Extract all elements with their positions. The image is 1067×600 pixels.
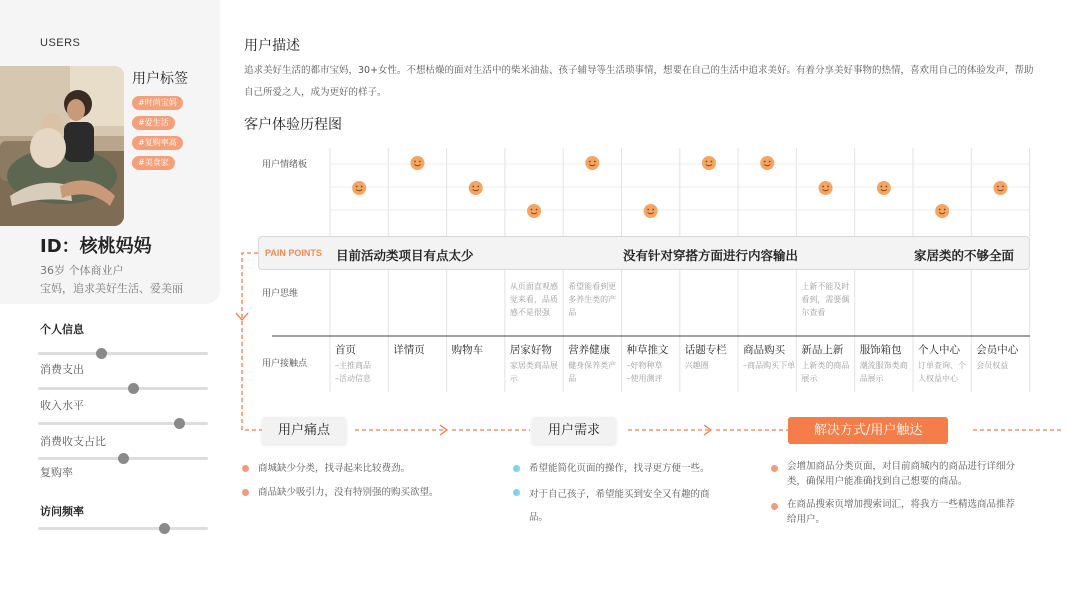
description-title: 用户描述 (244, 38, 300, 54)
pain-bullet: 商城缺少分类，找寻起来比较费劲。 (258, 463, 411, 474)
description-text: 追求美好生活的都市宝妈，30+女性。不想枯燥的面对生活中的柴米油盐、孩子辅导等生活琐事情，想要在自己的生活中追求美好。有着分享美好事物的热情，喜欢用自己的体验发声，帮助自己所爱之人，成为更好的样子。 (244, 65, 1034, 98)
flow-connector (242, 253, 262, 430)
touchpoint-subtext: –商品购买下单 (743, 361, 796, 370)
bullet-dot (513, 489, 520, 496)
slider-label: 消费收支占比 (40, 435, 106, 448)
touchpoint-title: 会员中心 (976, 344, 1019, 356)
bullet-dot (771, 465, 778, 472)
emotion-face-icon (352, 181, 366, 195)
touchpoint-title: 服饰箱包 (859, 344, 902, 356)
slider-label: 复购率 (40, 466, 73, 479)
emotion-face-icon (644, 204, 658, 218)
slider-knob (128, 383, 139, 394)
user-id: ID：核桃妈妈 (40, 236, 152, 257)
touchpoint-title: 话题专栏 (684, 344, 727, 356)
emotion-face-icon (702, 156, 716, 170)
pain-point-text: 没有针对穿搭方面进行内容输出 (623, 248, 799, 263)
slider-knob (159, 523, 170, 534)
touchpoint-title: 详情页 (393, 344, 425, 356)
flow-arrow-icon (704, 425, 711, 435)
emotion-face-icon (585, 156, 599, 170)
touchpoint-subtext: 健身保养类产品 (568, 361, 617, 383)
touchpoint-subtext: –主推商品 –活动信息 (335, 361, 371, 383)
emotion-face-icon (760, 156, 774, 170)
user-traits: 宝妈，追求美好生活、爱美丽 (40, 282, 183, 295)
slider-knob (174, 418, 185, 429)
emotion-face-icon (993, 181, 1007, 195)
stage-solution: 解决方式/用户触达 (788, 417, 948, 444)
user-tags-title: 用户标签 (132, 71, 188, 87)
touchpoint-row-label: 用户接触点 (262, 359, 308, 369)
user-age-job: 36岁 个体商业户 (40, 264, 124, 277)
journey-title: 客户体验历程图 (244, 117, 342, 133)
emotion-face-icon (935, 204, 949, 218)
emotion-face-icon (469, 181, 483, 195)
slider-label: 消费支出 (40, 363, 84, 376)
bullet-dot (242, 489, 249, 496)
touchpoint-subtext: –好物种草 –使用测评 (626, 361, 663, 383)
slider-knob (118, 453, 129, 464)
personal-info-title: 个人信息 (40, 323, 84, 336)
touchpoint-title: 购物车 (451, 344, 484, 356)
touchpoint-title: 新品上新 (801, 344, 844, 356)
slider-label: 收入水平 (40, 399, 84, 412)
touchpoint-title: 居家好物 (509, 344, 552, 356)
user-tag: #美食家 (132, 156, 175, 170)
slider-income (38, 387, 208, 390)
pain-points-label: PAIN POINTS (265, 248, 322, 258)
user-avatar-photo (0, 66, 124, 226)
touchpoint-subtext: 潮流服饰类商品展示 (859, 361, 908, 383)
bullet-dot (771, 503, 778, 510)
touchpoint-subtext: 家居类商品展示 (509, 361, 558, 383)
solution-bullet: 会增加商品分类页面，对目前商城内的商品进行详细分类，确保用户能准确找到自己想要的商品。 (787, 461, 1016, 487)
emotion-row-label: 用户情绪板 (262, 160, 308, 170)
pain-point-text: 家居类的不够全面 (914, 248, 1015, 263)
emotion-face-icon (877, 181, 891, 195)
stage-user-needs: 用户需求 (532, 417, 616, 444)
slider-knob (96, 348, 107, 359)
need-bullet: 希望能简化页面的操作，找寻更方便一些。 (529, 463, 710, 474)
pain-point-text: 目前活动类项目有点太少 (336, 248, 474, 263)
pain-bullet: 商品缺少吸引力，没有特别强的购买欲望。 (258, 487, 439, 498)
flow-arrow-icon (236, 313, 248, 320)
touchpoint-subtext: 订单查询、个人权益中心 (918, 361, 966, 383)
user-thinking-text: 上新不能及时看到，需要偶尔查看 (801, 282, 850, 317)
slider-spending (38, 352, 208, 355)
touchpoint-title: 种草推文 (626, 344, 669, 356)
thinking-row-label: 用户思维 (262, 289, 299, 299)
touchpoint-title: 营养健康 (568, 344, 611, 356)
pain-points-bar (258, 236, 1030, 270)
user-tag: #爱生活 (132, 116, 175, 130)
slider-visit (38, 527, 208, 530)
touchpoint-title: 商品购买 (743, 344, 786, 356)
emotion-face-icon (410, 156, 424, 170)
emotion-face-icon (527, 204, 541, 218)
user-tag: #时尚宝妈 (132, 96, 183, 110)
touchpoint-title: 个人中心 (918, 344, 960, 356)
bullet-dot (242, 465, 249, 472)
bullet-dot (513, 465, 520, 472)
user-thinking-text: 希望能看到更多养生类的产品 (568, 282, 617, 317)
touchpoint-subtext: 上新类的商品展示 (801, 361, 850, 383)
users-header: USERS (40, 37, 81, 49)
solution-bullet: 在商品搜索页增加搜索词汇，将我方一些精选商品推荐给用户。 (787, 499, 1016, 525)
user-thinking-text: 从页面直观感觉来看，品质感不是很强 (509, 282, 558, 317)
visit-frequency-title: 访问频率 (40, 505, 84, 518)
slider-repurchase (38, 457, 208, 460)
need-bullet: 对于自己孩子，希望能买到安全又有趣的商品。 (529, 489, 710, 523)
user-tag: #复购率高 (132, 136, 183, 150)
touchpoint-subtext: 会员权益 (976, 361, 1009, 370)
stage-pain-points: 用户痛点 (262, 417, 346, 444)
touchpoint-subtext: 兴趣圈 (684, 361, 709, 370)
slider-ratio (38, 422, 208, 425)
emotion-face-icon (819, 181, 833, 195)
touchpoint-title: 首页 (335, 344, 356, 356)
flow-arrow-icon (440, 425, 447, 435)
